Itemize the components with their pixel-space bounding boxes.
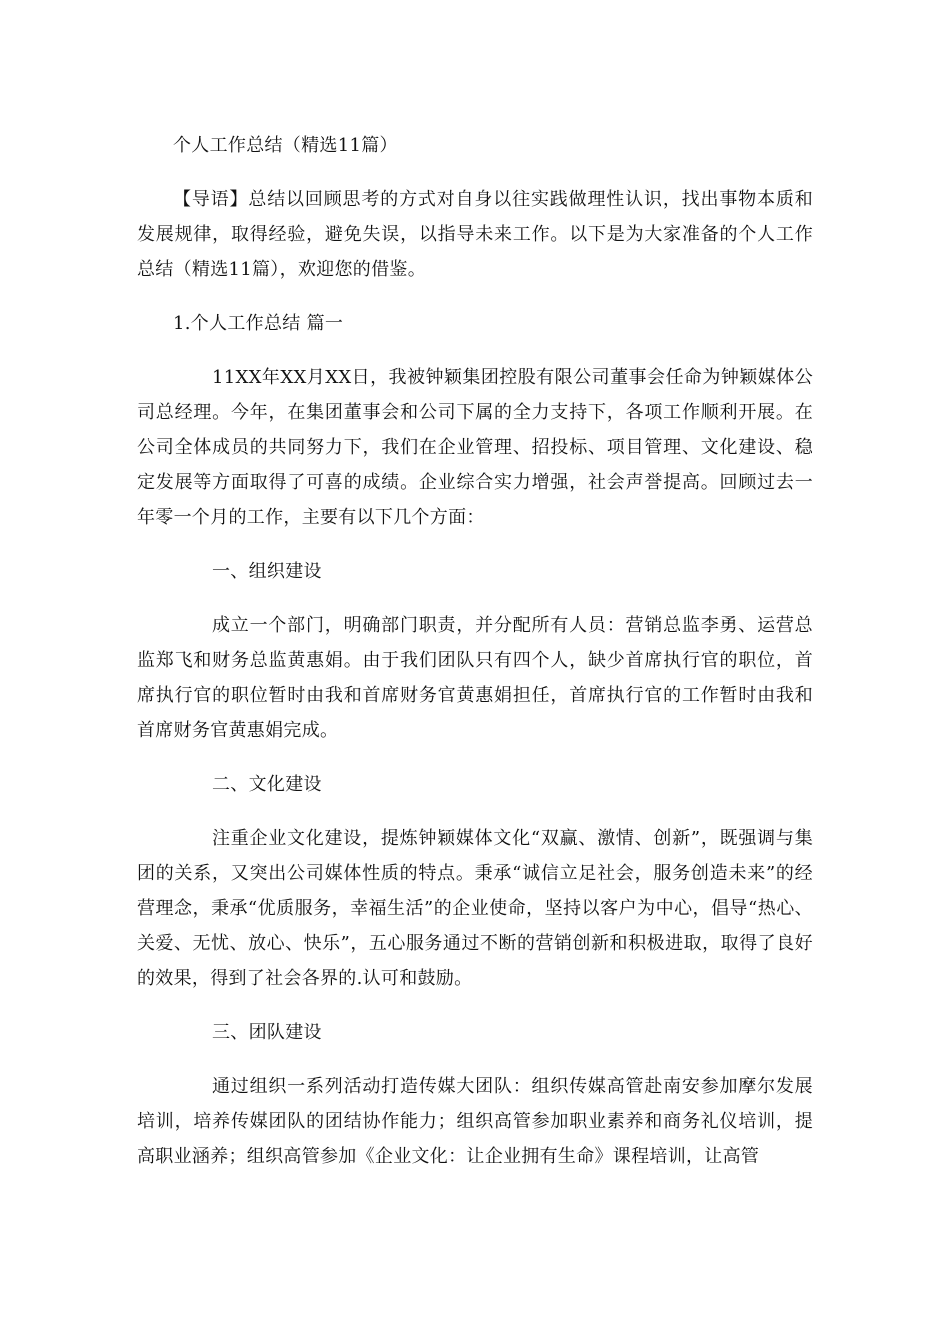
paragraph-culture: 注重企业文化建设，提炼钟颖媒体文化“双赢、激情、创新”，既强调与集团的关系，又突出公司媒体性质的特点。秉承“诚信立足社会，服务创造未来”的经营理念，秉承“优质服务，幸福生活”的企业使命，坚持以客户为中心，倡导“热心、关爱、无忧、放心、快乐”，五心服务通过不断的营销创新和积极进取，取得了良好的效果，得到了社会各界的.认可和鼓励。: [137, 828, 813, 989]
heading-culture: 二、文化建设: [212, 774, 322, 795]
heading-team: 三、团队建设: [212, 1022, 322, 1043]
intro-paragraph: 11XX年XX月XX日，我被钟颖集团控股有限公司董事会任命为钟颖媒体公司总经理。今年，在集团董事会和公司下属的全力支持下，各项工作顺利开展。在公司全体成员的共同努力下，我们在企业管理、招投标、项目管理、文化建设、稳定发展等方面取得了可喜的成绩。企业综合实力增强，社会声誉提高。回顾过去一年零一个月的工作，主要有以下几个方面：: [137, 367, 813, 528]
document-body: [137, 128, 813, 1193]
paragraph-team: 通过组织一系列活动打造传媒大团队：组织传媒高管赴南安参加摩尔发展培训，培养传媒团队的团结协作能力；组织高管参加职业素养和商务礼仪培训，提高职业涵养；组织高管参加《企业文化：让企业拥有生命》课程培训，让高管: [137, 1076, 813, 1167]
paragraph-organization: 成立一个部门，明确部门职责，并分配所有人员：营销总监李勇、运营总监郑飞和财务总监黄惠娟。由于我们团队只有四个人，缺少首席执行官的职位，首席执行官的职位暂时由我和首席财务官黄惠娟担任，首席执行官的工作暂时由我和首席财务官黄惠娟完成。: [137, 615, 813, 741]
heading-organization: 一、组织建设: [212, 561, 322, 582]
document-title: 个人工作总结（精选11篇）: [173, 135, 398, 156]
lead-paragraph: 【导语】总结以回顾思考的方式对自身以往实践做理性认识，找出事物本质和发展规律，取得经验，避免失误，以指导未来工作。以下是为大家准备的个人工作总结（精选11篇），欢迎您的借鉴。: [137, 189, 813, 280]
section-title: 1.个人工作总结 篇一: [173, 313, 344, 334]
